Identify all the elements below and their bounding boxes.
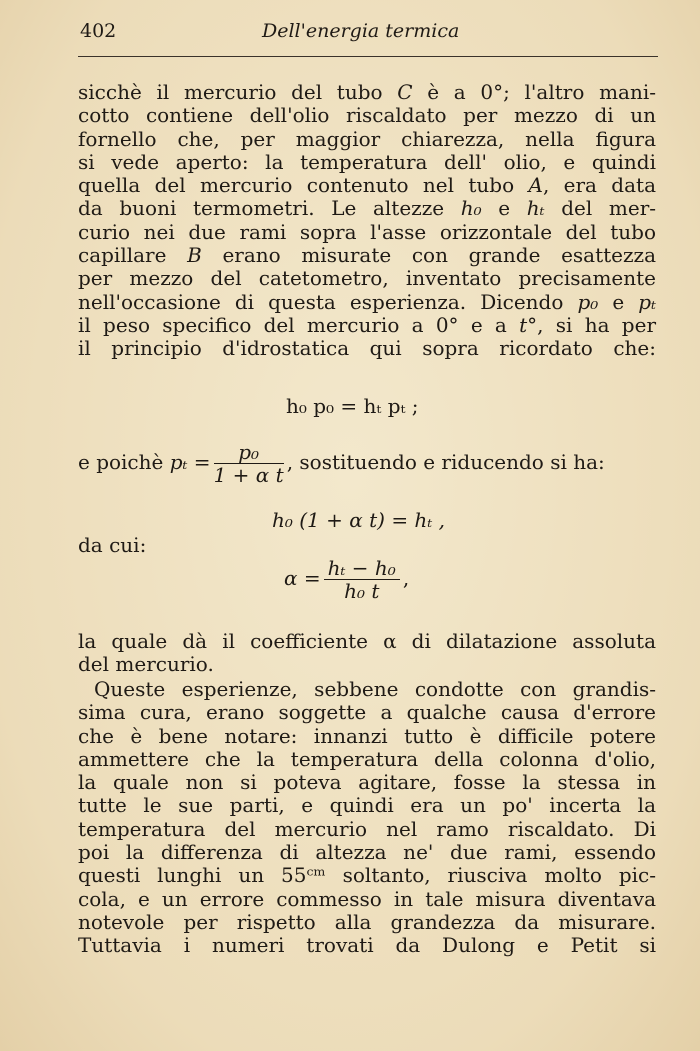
text-line bbox=[78, 934, 656, 957]
text-run: la quale dà il coefficiente α di dilatazione assoluta bbox=[78, 629, 656, 653]
text-run: temperatura del mercurio nel ramo riscaldato. Di bbox=[78, 816, 656, 841]
text-line bbox=[78, 630, 656, 653]
da-cui-label: da cui: bbox=[78, 533, 147, 557]
running-title: Dell'energia termica bbox=[262, 20, 460, 42]
text-line bbox=[78, 748, 656, 771]
text-line bbox=[78, 888, 656, 911]
equation-4 bbox=[284, 557, 409, 602]
text-line bbox=[78, 221, 656, 244]
text-run: Queste esperienze, sebbene condotte con grandis- bbox=[94, 677, 656, 701]
poiche-suffix: , sostituendo e riducendo si ha: bbox=[286, 450, 605, 474]
text-line bbox=[78, 128, 656, 151]
italic-symbol: p₀ bbox=[577, 289, 599, 314]
italic-symbol: C bbox=[397, 80, 413, 104]
text-line bbox=[78, 104, 656, 127]
text-line bbox=[78, 314, 656, 337]
text-line bbox=[78, 174, 656, 197]
text-run: questi lunghi un 55ᶜᵐ soltanto, riusciva molto pic- bbox=[78, 863, 656, 888]
text-run: tutte le sue parti, e quindi era un po' incerta la bbox=[78, 793, 656, 818]
paragraph-1 bbox=[78, 81, 656, 361]
fraction-denominator: h₀ t bbox=[344, 579, 380, 603]
text-run: cola, e un errore commesso in tale misura diventava bbox=[78, 886, 656, 911]
text-run: sicchè il mercurio del tubo bbox=[78, 80, 398, 104]
text-run: del mer- bbox=[544, 196, 657, 221]
italic-symbol: B bbox=[187, 243, 202, 268]
fraction-numerator: hₜ − h₀ bbox=[324, 557, 400, 580]
text-run: la quale non si poteva agitare, fosse la stessa in bbox=[78, 770, 656, 795]
text-line bbox=[78, 701, 656, 724]
header-rule bbox=[78, 56, 658, 57]
italic-symbol: A bbox=[528, 173, 543, 198]
text-line bbox=[78, 771, 656, 794]
text-run: cotto contiene dell'olio riscaldato per mezzo di un bbox=[78, 103, 656, 128]
text-run: fornello che, per maggior chiarezza, nella figura bbox=[78, 126, 656, 151]
text-line bbox=[78, 911, 656, 934]
text-run: e bbox=[481, 196, 527, 221]
text-run: sima cura, erano soggette a qualche causa d'errore bbox=[78, 700, 656, 725]
text-run: del mercurio. bbox=[78, 652, 214, 677]
equation-4-lhs: α = bbox=[284, 566, 321, 590]
text-line bbox=[78, 794, 656, 817]
italic-symbol: hₜ bbox=[526, 196, 545, 221]
equation-3: h₀ (1 + α t) = hₜ , bbox=[272, 508, 445, 532]
equation-4-fraction bbox=[324, 557, 400, 602]
text-run: per mezzo del catetometro, inventato precisamente bbox=[78, 266, 656, 291]
text-line bbox=[78, 818, 656, 841]
text-run: nell'occasione di questa esperienza. Dicendo bbox=[78, 289, 578, 314]
text-line bbox=[78, 725, 656, 748]
text-run: °, si ha per bbox=[527, 312, 657, 337]
text-run: ammettere che la temperatura della colonna d'olio, bbox=[78, 746, 656, 771]
text-run: erano misurate con grande esattezza bbox=[201, 243, 656, 268]
italic-symbol: h₀ bbox=[460, 196, 482, 221]
text-line bbox=[78, 197, 656, 220]
fraction-numerator: p₀ bbox=[214, 441, 284, 464]
text-line bbox=[78, 841, 656, 864]
equation-1: h₀ p₀ = hₜ pₜ ; bbox=[286, 394, 419, 418]
text-run: quella del mercurio contenuto nel tubo bbox=[78, 173, 529, 198]
text-run: da buoni termometri. Le altezze bbox=[78, 196, 461, 221]
paragraph-3 bbox=[78, 678, 656, 958]
text-run: curio nei due rami sopra l'asse orizzontale del tubo bbox=[78, 219, 656, 244]
text-run: capillare bbox=[78, 243, 188, 268]
paragraph-2 bbox=[78, 630, 656, 677]
text-run: e bbox=[598, 289, 639, 314]
italic-symbol: pₜ bbox=[638, 289, 656, 314]
text-run: notevole per rispetto alla grandezza da misurare. bbox=[78, 909, 656, 934]
page-number: 402 bbox=[80, 20, 117, 42]
text-run: il principio d'idrostatica qui sopra ricordato che: bbox=[78, 336, 656, 361]
text-line bbox=[78, 151, 656, 174]
equation-2-lhs: pₜ = bbox=[169, 450, 211, 474]
text-run: che è bene notare: innanzi tutto è difficile potere bbox=[78, 723, 656, 748]
text-line bbox=[78, 244, 656, 267]
equation-2-line bbox=[78, 441, 605, 486]
text-run: si vede aperto: la temperatura dell' olio, e quindi bbox=[78, 149, 656, 174]
fraction-denominator: 1 + α t bbox=[213, 463, 284, 487]
text-run: il peso specifico del mercurio a 0° e a bbox=[78, 312, 520, 337]
text-line bbox=[78, 864, 656, 887]
text-run: poi la differenza di altezza ne' due rami, essendo bbox=[78, 840, 656, 865]
text-run: è a 0°; l'altro mani- bbox=[412, 80, 656, 104]
text-line bbox=[78, 81, 656, 104]
italic-symbol: t bbox=[519, 312, 528, 337]
text-line bbox=[78, 653, 656, 676]
text-run: Tuttavia i numeri trovati da Dulong e Petit si bbox=[78, 933, 656, 958]
equation-4-comma: , bbox=[402, 566, 410, 590]
text-run: , era data bbox=[542, 173, 656, 198]
text-line bbox=[78, 267, 656, 290]
poiche-prefix: e poichè bbox=[78, 450, 164, 474]
text-line bbox=[78, 678, 656, 701]
text-line bbox=[78, 337, 656, 360]
equation-2-fraction bbox=[214, 441, 284, 486]
text-line bbox=[78, 291, 656, 314]
